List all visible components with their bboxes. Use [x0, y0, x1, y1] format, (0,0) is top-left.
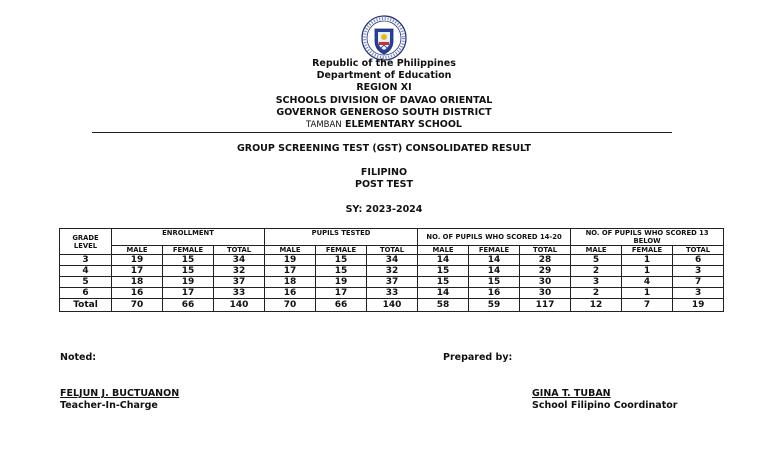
male-header: MALE — [112, 246, 163, 255]
enrollment-header: ENROLLMENT — [112, 229, 265, 246]
table-cell: 30 — [520, 288, 571, 299]
female-header: FEMALE — [163, 246, 214, 255]
table-cell: 15 — [418, 277, 469, 288]
total-cell: 58 — [418, 299, 469, 312]
total-cell: 7 — [622, 299, 673, 312]
table-row — [60, 277, 724, 288]
prepared-signatory-title: School Filipino Coordinator — [532, 400, 678, 411]
scored-13-below-header: NO. OF PUPILS WHO SCORED 13 BELOW — [571, 229, 724, 246]
table-row — [60, 255, 724, 266]
total-label-cell: Total — [60, 299, 112, 312]
table-cell: 14 — [418, 288, 469, 299]
header-republic: Republic of the Philippines — [312, 58, 456, 69]
table-group-header-row — [60, 229, 724, 246]
table-cell: 17 — [265, 266, 316, 277]
table-row — [60, 266, 724, 277]
total-row — [60, 299, 724, 312]
table-cell: 37 — [214, 277, 265, 288]
female-header: FEMALE — [622, 246, 673, 255]
table-subheader-row — [60, 246, 724, 255]
table-cell: 14 — [469, 255, 520, 266]
grade-cell: 4 — [60, 266, 112, 277]
header-district: GOVERNOR GENEROSO SOUTH DISTRICT — [276, 106, 492, 118]
prepared-signatory-name: GINA T. TUBAN — [532, 388, 611, 399]
report-test-type: POST TEST — [355, 179, 413, 190]
table-cell: 1 — [622, 288, 673, 299]
report-title: GROUP SCREENING TEST (GST) CONSOLIDATED RESULT — [236, 143, 532, 154]
school-suffix: ELEMENTARY SCHOOL — [345, 119, 462, 131]
female-header: FEMALE — [469, 246, 520, 255]
grade-level-header: GRADE LEVEL — [60, 229, 112, 255]
table-cell: 1 — [622, 266, 673, 277]
table-cell: 15 — [469, 277, 520, 288]
table-cell: 30 — [520, 277, 571, 288]
table-cell: 34 — [214, 255, 265, 266]
table-cell: 7 — [673, 277, 724, 288]
table-cell: 16 — [469, 288, 520, 299]
table-cell: 3 — [673, 266, 724, 277]
school-prefix: TAMBAN — [306, 120, 342, 131]
table-cell: 17 — [112, 266, 163, 277]
gst-results-table — [59, 228, 724, 312]
table-cell: 19 — [112, 255, 163, 266]
table-cell: 1 — [622, 255, 673, 266]
table-cell: 2 — [571, 266, 622, 277]
table-cell: 2 — [571, 288, 622, 299]
total-cell: 59 — [469, 299, 520, 312]
total-cell: 117 — [520, 299, 571, 312]
table-cell: 15 — [316, 266, 367, 277]
table-cell: 15 — [316, 255, 367, 266]
table-cell: 14 — [418, 255, 469, 266]
table-cell: 28 — [520, 255, 571, 266]
noted-signatory-name: FELJUN J. BUCTUANON — [60, 388, 180, 399]
table-cell: 32 — [214, 266, 265, 277]
prepared-by-label: Prepared by: — [443, 352, 513, 363]
table-cell: 15 — [163, 255, 214, 266]
table-cell: 32 — [367, 266, 418, 277]
header-division: SCHOOLS DIVISION OF DAVAO ORIENTAL — [275, 94, 493, 106]
table-cell: 18 — [265, 277, 316, 288]
total-cell: 19 — [673, 299, 724, 312]
table-cell: 15 — [163, 266, 214, 277]
report-school-year: SY: 2023-2024 — [345, 204, 423, 215]
table-cell: 6 — [673, 255, 724, 266]
total-cell: 12 — [571, 299, 622, 312]
total-header: TOTAL — [214, 246, 265, 255]
female-header: FEMALE — [316, 246, 367, 255]
table-cell: 17 — [316, 288, 367, 299]
table-cell: 34 — [367, 255, 418, 266]
table-cell: 3 — [571, 277, 622, 288]
header-divider — [92, 132, 672, 133]
total-cell: 70 — [265, 299, 316, 312]
male-header: MALE — [265, 246, 316, 255]
table-cell: 17 — [163, 288, 214, 299]
grade-cell: 6 — [60, 288, 112, 299]
table-cell: 19 — [316, 277, 367, 288]
total-cell: 70 — [112, 299, 163, 312]
total-header: TOTAL — [367, 246, 418, 255]
total-cell: 140 — [214, 299, 265, 312]
total-header: TOTAL — [673, 246, 724, 255]
table-cell: 19 — [265, 255, 316, 266]
header-school — [0, 119, 768, 131]
noted-signatory-title: Teacher-In-Charge — [60, 400, 158, 411]
total-cell: 140 — [367, 299, 418, 312]
table-cell: 15 — [418, 266, 469, 277]
table-cell: 19 — [163, 277, 214, 288]
table-cell: 4 — [622, 277, 673, 288]
male-header: MALE — [418, 246, 469, 255]
scored-14-20-header: NO. OF PUPILS WHO SCORED 14-20 — [418, 229, 571, 246]
table-cell: 37 — [367, 277, 418, 288]
total-header: TOTAL — [520, 246, 571, 255]
total-cell: 66 — [163, 299, 214, 312]
grade-cell: 3 — [60, 255, 112, 266]
header-department: Department of Education — [316, 70, 452, 82]
table-cell: 18 — [112, 277, 163, 288]
header-region: REGION XI — [356, 82, 412, 94]
table-cell: 29 — [520, 266, 571, 277]
pupils-tested-header: PUPILS TESTED — [265, 229, 418, 246]
male-header: MALE — [571, 246, 622, 255]
table-cell: 33 — [367, 288, 418, 299]
grade-cell: 5 — [60, 277, 112, 288]
deped-seal-logo — [361, 15, 407, 61]
report-subject: FILIPINO — [360, 167, 408, 178]
table-cell: 33 — [214, 288, 265, 299]
table-row — [60, 288, 724, 299]
table-cell: 16 — [265, 288, 316, 299]
table-cell: 14 — [469, 266, 520, 277]
total-cell: 66 — [316, 299, 367, 312]
table-cell: 3 — [673, 288, 724, 299]
table-cell: 5 — [571, 255, 622, 266]
table-cell: 16 — [112, 288, 163, 299]
noted-label: Noted: — [60, 352, 97, 363]
